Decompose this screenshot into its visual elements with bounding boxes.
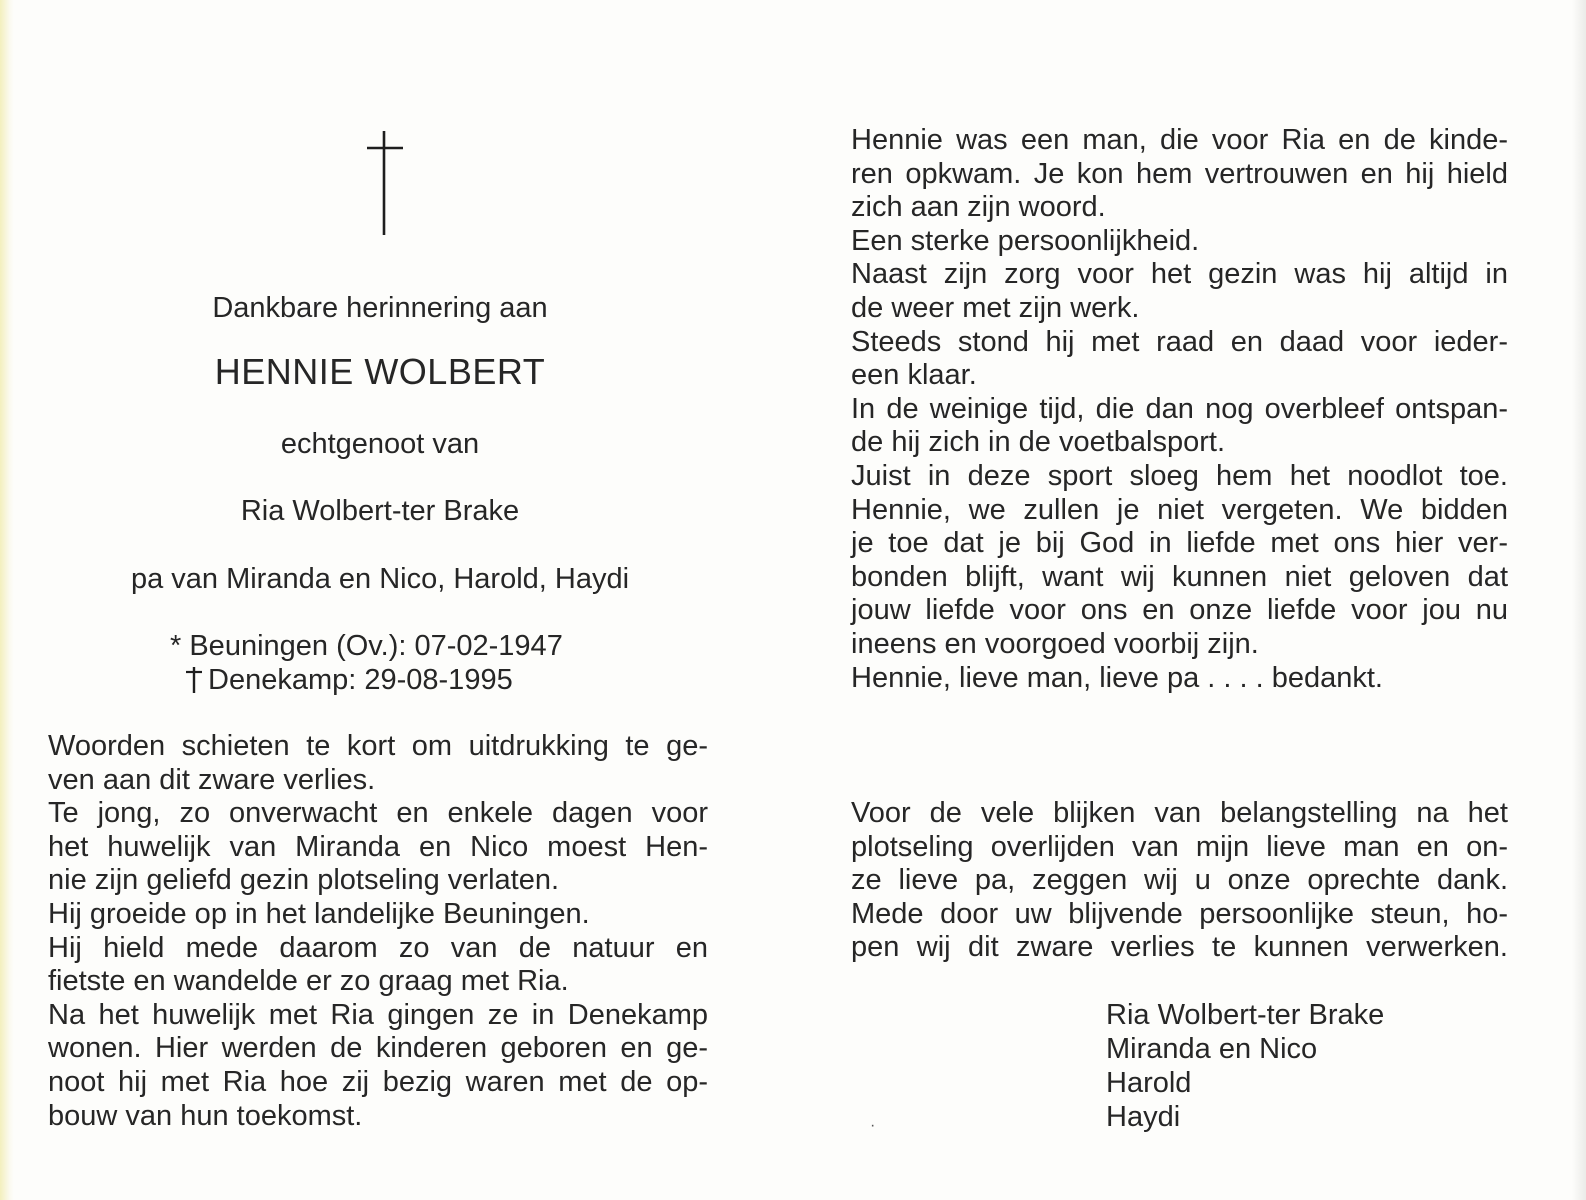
signature-line: Ria Wolbert-ter Brake [1106,999,1385,1031]
tribute-line: wonen. Hier werden de kinderen geboren en ge- [48,1032,708,1065]
spouse-name: Ria Wolbert-ter Brake [240,495,520,527]
tribute-line: Woorden schieten te kort om uitdrukking te ge- [48,730,708,762]
tribute-line: Hij hield mede daarom zo van de natuur en [48,931,708,964]
tribute-paragraph [48,730,708,1133]
thanks-line: ze lieve pa, zeggen wij u onze oprechte dank. [851,864,1508,897]
children-line: pa van Miranda en Nico, Harold, Haydi [130,563,630,595]
memorial-line: Hennie was een man, die voor Ria en de kinde- [851,124,1508,156]
tribute-line: nie zijn geliefd gezin plotseling verlaten. [48,864,560,897]
tribute-line: het huwelijk van Miranda en Nico moest Hen- [48,830,708,863]
thanks-line: Voor de vele blijken van belangstelling na het [851,797,1508,829]
memorial-line: Hennie, we zullen je niet vergeten. We bidden [851,493,1508,526]
memorial-line: jouw liefde voor ons en onze liefde voor jou nu [851,594,1508,627]
memorial-line: de hij zich in de voetbalsport. [851,426,1225,459]
memorial-line: ren opkwam. Je kon hem vertrouwen en hij hield [851,157,1508,190]
death-line: Denekamp: 29-08-1995 [208,664,513,696]
memorial-line: bonden blijft, want wij kunnen niet geloven dat [851,560,1508,593]
memorial-paragraph [851,124,1508,695]
thanks-line: pen wij dit zware verlies te kunnen verwerken. [851,931,1508,964]
memorial-line: de weer met zijn werk. [851,291,1140,324]
paper-edge-right [1572,0,1586,1200]
memorial-line: In de weinige tijd, die dan nog overbleef ontspan- [851,392,1508,425]
memorial-line: ineens en voorgoed voorbij zijn. [851,627,1259,660]
signature-line: Miranda en Nico [1106,1033,1318,1065]
tribute-line: noot hij met Ria hoe zij bezig waren met de op- [48,1065,708,1098]
tribute-line: Te jong, zo onverwacht en enkele dagen voor [48,797,708,830]
tribute-line: fietste en wandelde er zo graag met Ria. [48,965,569,998]
print-speck: · [870,1117,876,1134]
memorial-line: Juist in deze sport sloeg hem het noodlot toe. [851,459,1508,492]
cross-icon [365,131,405,235]
memorial-line: Naast zijn zorg voor het gezin was hij altijd in [851,258,1508,291]
signature-line: Haydi [1106,1101,1181,1133]
memorial-line: een klaar. [851,359,977,392]
tribute-line: Hij groeide op in het landelijke Beuningen. [48,897,590,930]
relation-label: echtgenoot van [280,428,480,460]
memorial-line: je toe dat je bij God in liefde met ons hier ver- [851,527,1508,560]
heading: Dankbare herinnering aan [212,292,548,324]
signature-line: Harold [1106,1067,1192,1099]
small-cross-icon [184,665,204,693]
thanks-line: Mede door uw blijvende persoonlijke steun, ho- [851,897,1508,930]
tribute-line: Na het huwelijk met Ria gingen ze in Denekamp [48,998,708,1031]
thanks-line: plotseling overlijden van mijn lieve man en on- [851,830,1508,863]
birth-line: * Beuningen (Ov.): 07-02-1947 [170,630,563,662]
paper-edge-left [0,0,14,1200]
tribute-line: ven aan dit zware verlies. [48,763,376,796]
thanks-paragraph [851,797,1508,965]
death-line-row [170,663,513,697]
memorial-line: Steeds stond hij met raad en daad voor ieder- [851,325,1508,358]
signature-block [1106,998,1384,1134]
tribute-line: bouw van hun toekomst. [48,1099,363,1132]
deceased-name: HENNIE WOLBERT [214,351,546,392]
memorial-line: Een sterke persoonlijkheid. [851,224,1200,257]
memorial-line: zich aan zijn woord. [851,191,1106,224]
closing-line: Hennie, lieve man, lieve pa . . . . bedankt. [851,661,1383,694]
